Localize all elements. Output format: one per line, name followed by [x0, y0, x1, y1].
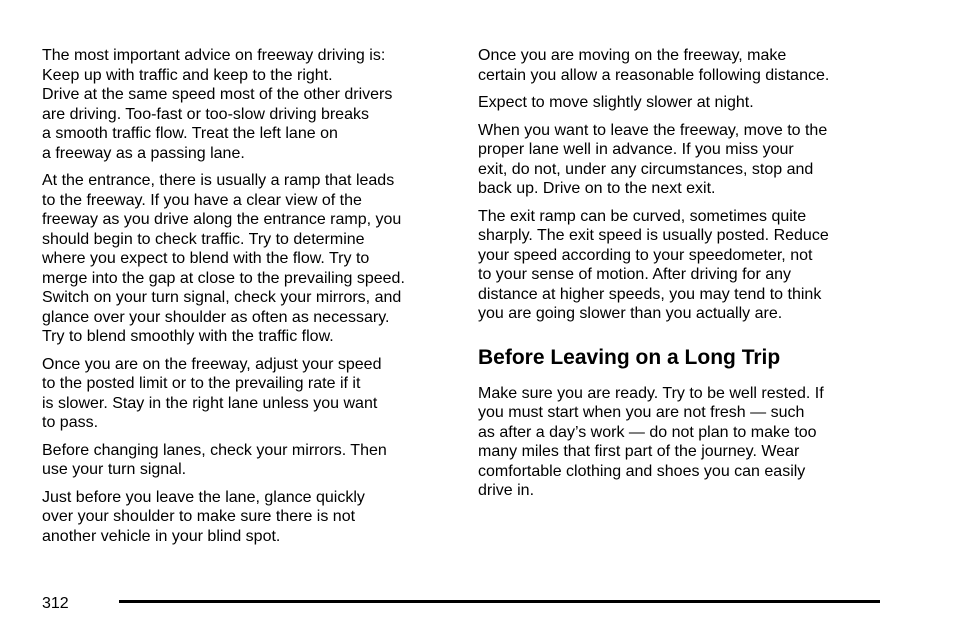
text-line: over your shoulder to make sure there is not [42, 508, 356, 525]
text-line: another vehicle in your blind spot. [42, 527, 281, 545]
text-line: to your sense of motion. After driving for any [478, 266, 792, 283]
paragraph-blind-spot [42, 488, 452, 547]
text-line: you must start when you are not fresh — such [478, 404, 805, 421]
text-line: When you want to leave the freeway, move to the [478, 121, 828, 139]
text-line: distance at higher speeds, you may tend to think [478, 285, 822, 303]
right-column [478, 46, 888, 509]
text-line: Make sure you are ready. Try to be well rested. If [478, 384, 824, 402]
text-line: certain you allow a reasonable following distance. [478, 66, 830, 84]
paragraph-on-freeway [42, 355, 452, 433]
text-line: back up. Drive on to the next exit. [478, 180, 716, 197]
text-line: a freeway as a passing lane. [42, 144, 245, 162]
text-line: Once you are on the freeway, adjust your speed [42, 355, 382, 373]
text-line: as after a day’s work — do not plan to make too [478, 423, 817, 441]
text-line: drive in. [478, 482, 535, 499]
text-line: freeway as you drive along the entrance ramp, you [42, 211, 402, 228]
text-line: your speed according to your speedometer, not [478, 246, 813, 264]
text-line: Before changing lanes, check your mirrors. Then [42, 441, 387, 459]
text-line: Expect to move slightly slower at night. [478, 94, 754, 111]
paragraph-freeway-advice [42, 46, 452, 163]
paragraph-long-trip [478, 384, 888, 501]
text-line: to the freeway. If you have a clear view of the [42, 191, 362, 209]
text-line: Just before you leave the lane, glance quickly [42, 488, 365, 506]
text-line: many miles that first part of the journey. Wear [478, 443, 800, 460]
text-line: to pass. [42, 414, 99, 431]
text-line: you are going slower than you actually are. [478, 305, 783, 322]
text-line: where you expect to blend with the flow. Try to [42, 250, 370, 267]
text-line: comfortable clothing and shoes you can easily [478, 462, 806, 480]
paragraph-leaving-freeway [478, 121, 888, 199]
text-line: exit, do not, under any circumstances, stop and [478, 160, 814, 178]
text-line: are driving. Too-fast or too-slow driving breaks [42, 105, 369, 123]
text-line: a smooth traffic flow. Treat the left lane on [42, 125, 338, 142]
page-number: 312 [42, 595, 69, 612]
text-line: Once you are moving on the freeway, make [478, 47, 787, 64]
text-line: merge into the gap at close to the prevailing speed. [42, 269, 405, 287]
left-column [42, 46, 452, 554]
text-line: Drive at the same speed most of the other drivers [42, 86, 393, 103]
paragraph-night-driving [478, 93, 888, 113]
text-line: At the entrance, there is usually a ramp that leads [42, 172, 395, 189]
footer-rule [119, 600, 880, 603]
text-line: glance over your shoulder as often as necessary. [42, 308, 390, 326]
paragraph-following-distance [478, 46, 888, 85]
paragraph-entrance-ramp [42, 171, 452, 347]
text-line: use your turn signal. [42, 461, 187, 478]
text-line: proper lane well in advance. If you miss your [478, 141, 794, 158]
text-line: The most important advice on freeway driving is: [42, 47, 386, 64]
text-line: Keep up with traffic and keep to the right. [42, 66, 333, 84]
text-line: to the posted limit or to the prevailing rate if it [42, 375, 361, 392]
text-line: The exit ramp can be curved, sometimes quite [478, 207, 807, 225]
paragraph-changing-lanes [42, 441, 452, 480]
section-heading: Before Leaving on a Long Trip [478, 345, 781, 369]
text-line: Switch on your turn signal, check your mirrors, and [42, 289, 402, 306]
text-line: is slower. Stay in the right lane unless you want [42, 394, 378, 412]
text-line: should begin to check traffic. Try to determine [42, 230, 365, 248]
text-line: Try to blend smoothly with the traffic flow. [42, 328, 334, 345]
paragraph-exit-ramp [478, 207, 888, 324]
text-line: sharply. The exit speed is usually posted. Reduce [478, 227, 829, 244]
